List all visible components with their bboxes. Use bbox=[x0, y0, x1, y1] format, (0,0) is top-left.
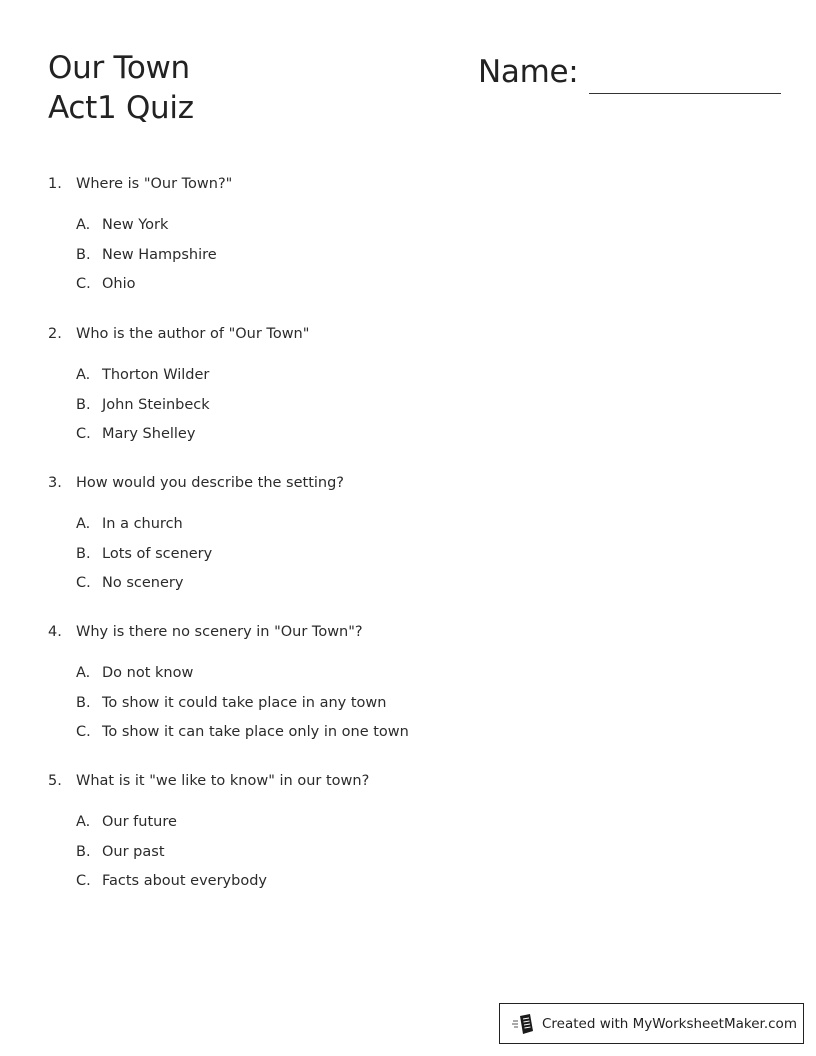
question-2 bbox=[48, 322, 768, 471]
worksheet-logo-icon bbox=[512, 1013, 536, 1035]
question-text: Why is there no scenery in "Our Town"? bbox=[76, 624, 363, 640]
question-number: 3. bbox=[48, 475, 62, 491]
choice-b: B. Lots of scenery bbox=[76, 545, 213, 562]
question-3 bbox=[48, 471, 768, 620]
question-number: 1. bbox=[48, 176, 62, 192]
page-title bbox=[48, 48, 194, 128]
question-4 bbox=[48, 620, 768, 769]
choice-b: B. Our past bbox=[76, 843, 165, 860]
question-list bbox=[48, 172, 768, 899]
question-number: 2. bbox=[48, 326, 62, 342]
question-number: 5. bbox=[48, 773, 62, 789]
choice-c: C. Facts about everybody bbox=[76, 873, 267, 889]
question-text: Where is "Our Town?" bbox=[76, 176, 233, 192]
question-text: What is it "we like to know" in our town? bbox=[76, 773, 370, 789]
name-blank-line[interactable] bbox=[589, 93, 781, 94]
question-text: How would you describe the setting? bbox=[76, 475, 345, 491]
choice-c: C. Mary Shelley bbox=[76, 426, 196, 442]
title-line-1: Our Town bbox=[48, 50, 190, 86]
choice-c: C. To show it can take place only in one town bbox=[76, 724, 409, 740]
choice-a: A. In a church bbox=[76, 516, 183, 532]
question-5 bbox=[48, 769, 768, 899]
footer-text: Created with MyWorksheetMaker.com bbox=[542, 1015, 797, 1032]
question-text: Who is the author of "Our Town" bbox=[76, 326, 310, 342]
choice-c: C. Ohio bbox=[76, 276, 136, 292]
choice-c: C. No scenery bbox=[76, 575, 184, 591]
choice-b: B. John Steinbeck bbox=[76, 396, 210, 413]
choice-a: A. Our future bbox=[76, 814, 177, 830]
choice-a: A. Do not know bbox=[76, 665, 194, 681]
choice-a: A. Thorton Wilder bbox=[76, 367, 210, 383]
choice-a: A. New York bbox=[76, 217, 169, 233]
question-number: 4. bbox=[48, 624, 62, 640]
footer-credit[interactable] bbox=[499, 1003, 804, 1044]
choice-b: B. New Hampshire bbox=[76, 246, 217, 263]
choice-b: B. To show it could take place in any town bbox=[76, 694, 387, 711]
name-label: Name: bbox=[478, 54, 579, 90]
name-field bbox=[478, 52, 781, 92]
title-line-2: Act1 Quiz bbox=[48, 90, 194, 126]
question-1 bbox=[48, 172, 768, 322]
